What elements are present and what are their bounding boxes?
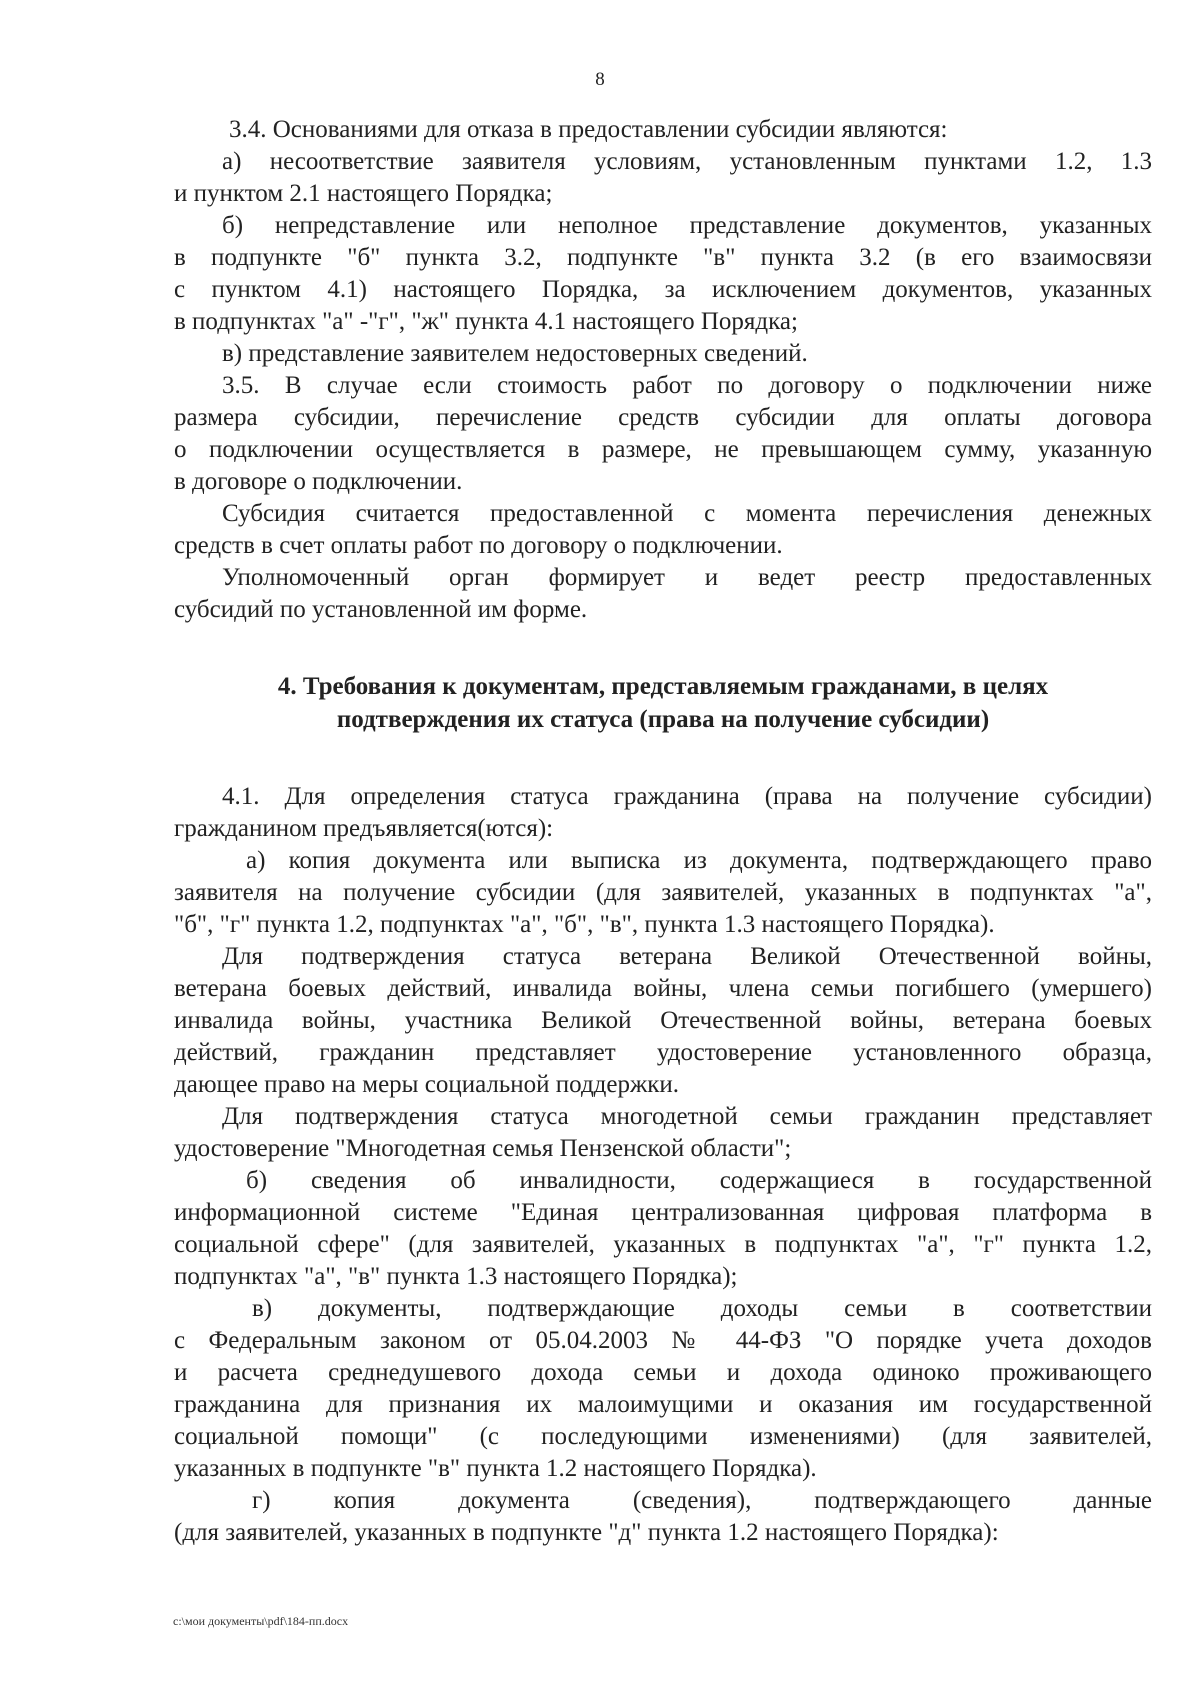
paragraph-line: б) непредставление или неполное представление документов, указанных [222,212,1152,239]
paragraph-line: информационной системе "Единая централизованная цифровая платформа в [174,1199,1152,1226]
paragraph-line: и расчета среднедушевого дохода семьи и дохода одиноко проживающего [174,1359,1152,1386]
section-3-text [174,114,1152,626]
paragraph-line: дающее право на меры социальной поддержки. [174,1071,680,1098]
footer-file-path: c:\мои документы\pdf\184-пп.docx [173,1614,349,1628]
paragraph-line: социальной помощи" (с последующими изменениями) (для заявителей, [174,1423,1152,1450]
paragraph-line: указанных в подпункте "в" пункта 1.2 настоящего Порядка). [174,1455,817,1482]
paragraph-line: гражданином предъявляется(ются): [174,815,554,842]
paragraph-line: (для заявителей, указанных в подпункте "д" пункта 1.2 настоящего Порядка): [174,1519,999,1546]
paragraph-line: удостоверение "Многодетная семья Пензенской области"; [174,1135,792,1162]
heading-line: подтверждения их статуса (права на получение субсидии) [336,706,990,733]
heading-line: 4. Требования к документам, представляемым гражданами, в целях [277,673,1049,700]
paragraph-line: ветерана боевых действий, инвалида войны, члена семьи погибшего (умершего) [174,975,1152,1002]
paragraph-line: в подпункте "б" пункта 3.2, подпункте "в" пункта 3.2 (в его взаимосвязи [174,244,1152,271]
paragraph-line: в) представление заявителем недостоверных сведений. [222,340,808,367]
paragraph-line: и пунктом 2.1 настоящего Порядка; [174,180,553,207]
paragraph-line: в договоре о подключении. [174,468,463,495]
section-4-text [174,781,1152,1549]
paragraph-line: "б", "г" пункта 1.2, подпунктах "а", "б", "в", пункта 1.3 настоящего Порядка). [174,911,995,938]
paragraph-line: подпунктах "а", "в" пункта 1.3 настоящего Порядка); [174,1263,738,1290]
paragraph-line: 3.5. В случае если стоимость работ по договору о подключении ниже [222,372,1152,399]
paragraph-line: 4.1. Для определения статуса гражданина (права на получение субсидии) [222,783,1152,810]
paragraph-line: Уполномоченный орган формирует и ведет реестр предоставленных [222,564,1152,591]
paragraph-line: с Федеральным законом от 05.04.2003 № 44-ФЗ "О порядке учета доходов [174,1327,1152,1354]
paragraph-line: б) сведения об инвалидности, содержащиеся в государственной [246,1167,1152,1194]
section-4-heading [174,670,1152,736]
paragraph-line: Для подтверждения статуса ветерана Великой Отечественной войны, [222,943,1152,970]
paragraph-line: заявителя на получение субсидии (для заявителей, указанных в подпунктах "а", [174,879,1152,906]
paragraph-line: г) копия документа (сведения), подтверждающего данные [252,1487,1152,1514]
paragraph-line: социальной сфере" (для заявителей, указанных в подпунктах "а", "г" пункта 1.2, [174,1231,1152,1258]
paragraph-line: а) несоответствие заявителя условиям, установленным пунктами 1.2, 1.3 [222,148,1152,175]
paragraph-line: с пунктом 4.1) настоящего Порядка, за исключением документов, указанных [174,276,1152,303]
page-number: 8 [595,69,605,90]
paragraph-line: Для подтверждения статуса многодетной семьи гражданин представляет [222,1103,1152,1130]
paragraph-line: 3.4. Основаниями для отказа в предоставлении субсидии являются: [229,116,948,143]
paragraph-line: инвалида войны, участника Великой Отечественной войны, ветерана боевых [174,1007,1152,1034]
paragraph-line: средств в счет оплаты работ по договору о подключении. [174,532,783,559]
paragraph-line: гражданина для признания их малоимущими и оказания им государственной [174,1391,1152,1418]
paragraph-line: Субсидия считается предоставленной с момента перечисления денежных [222,500,1152,527]
paragraph-line: в подпунктах "а" -"г", "ж" пункта 4.1 настоящего Порядка; [174,308,798,335]
paragraph-line: о подключении осуществляется в размере, не превышающем сумму, указанную [174,436,1152,463]
paragraph-line: субсидий по установленной им форме. [174,596,588,623]
paragraph-line: в) документы, подтверждающие доходы семьи в соответствии [252,1295,1152,1322]
paragraph-line: действий, гражданин представляет удостоверение установленного образца, [174,1039,1152,1066]
paragraph-line: размера субсидии, перечисление средств субсидии для оплаты договора [174,404,1152,431]
paragraph-line: а) копия документа или выписка из документа, подтверждающего право [246,847,1152,874]
